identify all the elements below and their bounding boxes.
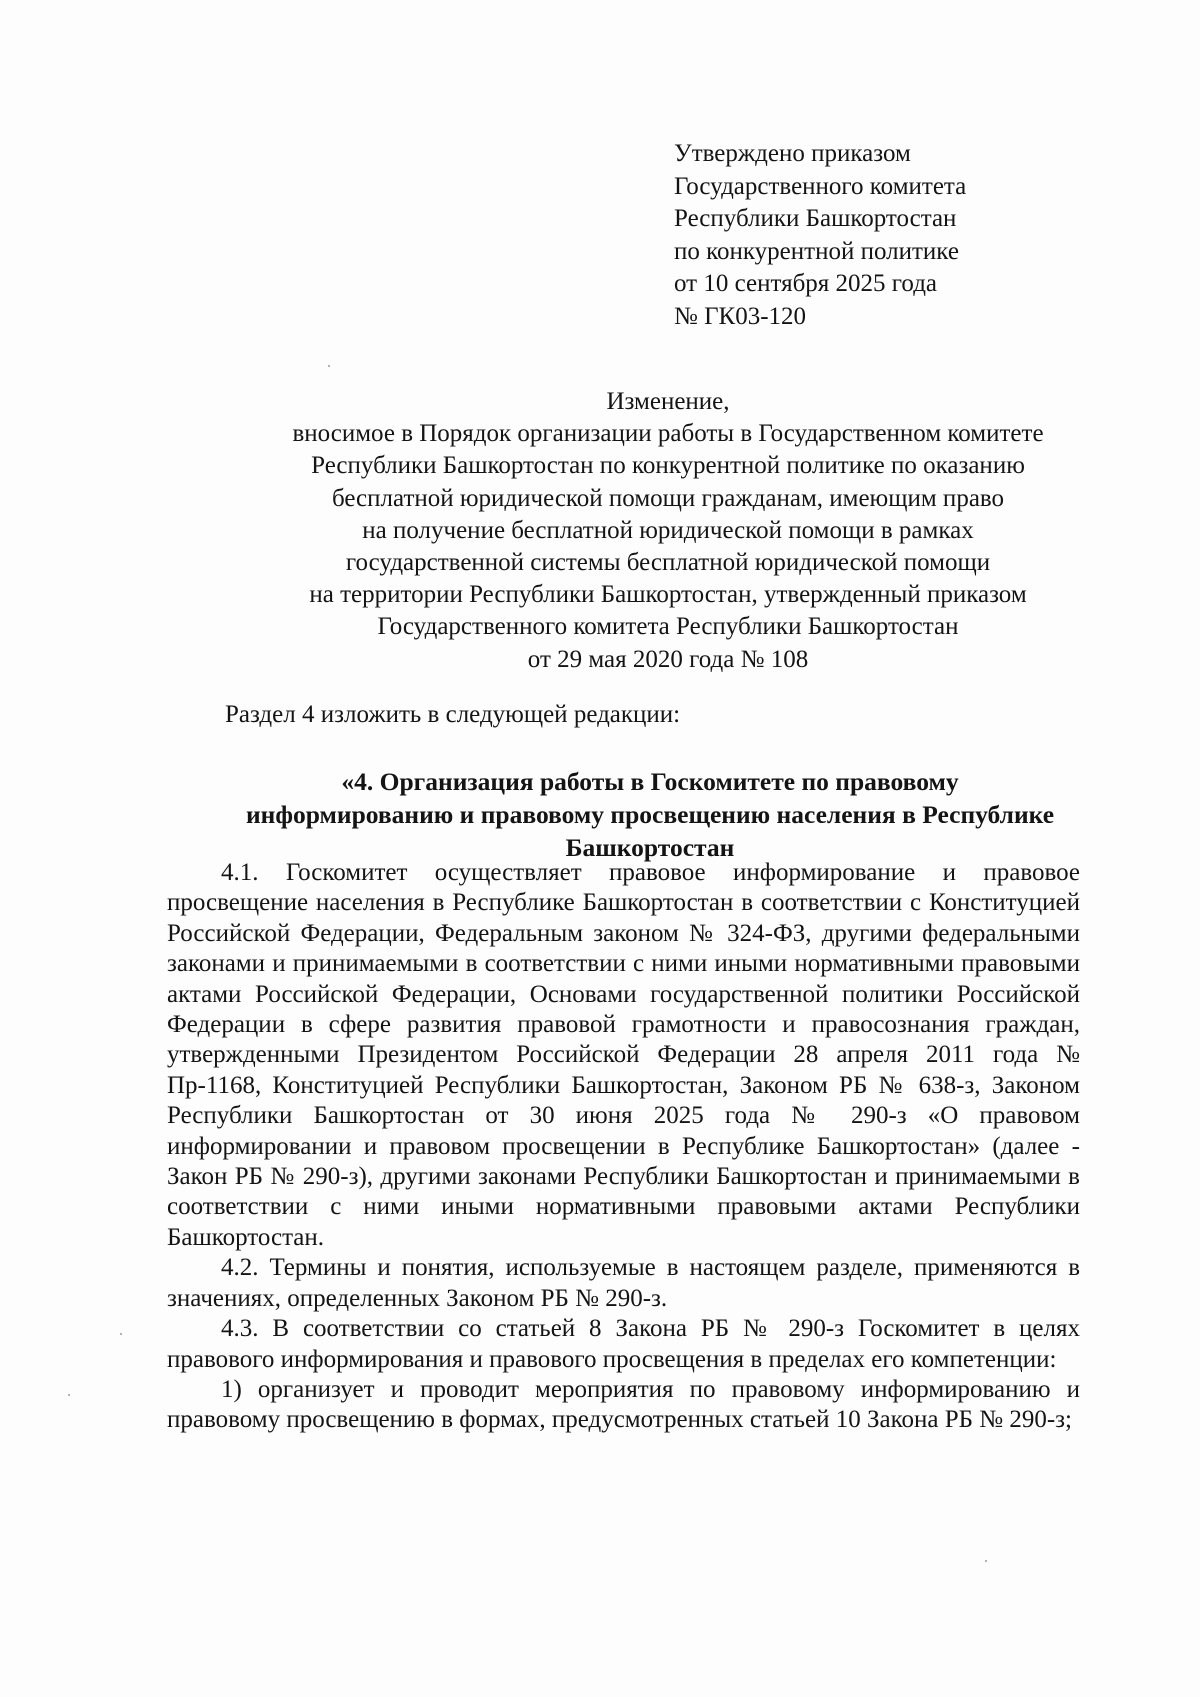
approval-line: № ГК03-120: [674, 302, 807, 330]
amendment-title-line: вносимое в Порядок организации работы в Государственном комитете: [292, 420, 1044, 448]
scan-speck: [120, 1333, 122, 1335]
intro-statement: Раздел 4 изложить в следующей редакции:: [225, 701, 681, 728]
amendment-title-line: Изменение,: [606, 388, 730, 415]
paragraph-4-1: 4.1. Госкомитет осуществляет правовое информирование и правовое просвещение населения в Республике Башкортостан в соответствии с Конституцией Российской Федерации, Федеральным законом № 324-ФЗ, другими федеральными законами и принимаемыми в соответствии с ними иными нормативными правовыми актами Российской Федерации, Основами государственной политики Российской Федерации в сфере развития правовой грамотности и правосознания граждан, утвержденными Президентом Российской Федерации 28 апреля 2011 года № Пр-1168, Конституцией Республики Башкортостан, Законом РБ № 638-з, Законом Республики Башкортостан от 30 июня 2025 года № 290-з «О правовом информировании и правовом просвещении в Республике Башкортостан» (далее - Закон РБ № 290-з), другими законами Республики Башкортостан и принимаемыми в соответствии с ними иными нормативными правовыми актами Республики Башкортостан.: [167, 859, 1080, 1251]
scan-speck: [68, 1394, 70, 1396]
paragraph-4-3: 4.3. В соответствии со статьей 8 Закона РБ № 290-з Госкомитет в целях правового информирования и правового просвещения в пределах его компетенции:: [167, 1315, 1080, 1373]
approval-line: Республики Башкортостан: [674, 205, 957, 232]
amendment-title-line: Государственного комитета Республики Башкортостан: [377, 613, 959, 641]
approval-line: по конкурентной политике: [674, 237, 959, 265]
approval-line: Государственного комитета: [674, 172, 967, 200]
amendment-title-line: бесплатной юридической помощи гражданам, имеющим право: [331, 484, 1005, 512]
section-heading-line: «4. Организация работы в Госкомитете по правовому: [341, 767, 959, 796]
approval-line: от 10 сентября 2025 года: [674, 270, 938, 297]
paragraph-4-2: 4.2. Термины и понятия, используемые в настоящем разделе, применяются в значениях, определенных Законом РБ № 290-з.: [167, 1254, 1080, 1312]
amendment-title: [210, 386, 1126, 676]
amendment-title-line: государственной системы бесплатной юридической помощи: [345, 549, 991, 577]
approval-stamp: [674, 138, 966, 333]
section-heading: [170, 765, 1130, 864]
scan-speck: [985, 1560, 987, 1562]
amendment-title-line: от 29 мая 2020 года № 108: [527, 645, 809, 673]
scan-speck: [328, 365, 330, 367]
amendment-title-line: Республики Башкортостан по конкурентной политике по оказанию: [311, 452, 1025, 480]
approval-line: Утверждено приказом: [674, 140, 911, 167]
section-heading-line: Башкортостан: [565, 833, 735, 862]
section-body: [167, 858, 1080, 1436]
amendment-title-line: на территории Республики Башкортостан, утвержденный приказом: [309, 581, 1027, 609]
amendment-title-line: на получение бесплатной юридической помощи в рамках: [362, 516, 974, 544]
paragraph-item-1: 1) организует и проводит мероприятия по правовому информированию и правовому просвещению в формах, предусмотренных статьей 10 Закона РБ № 290-з;: [167, 1375, 1080, 1434]
section-heading-line: информированию и правовому просвещению населения в Республике: [245, 800, 1055, 829]
